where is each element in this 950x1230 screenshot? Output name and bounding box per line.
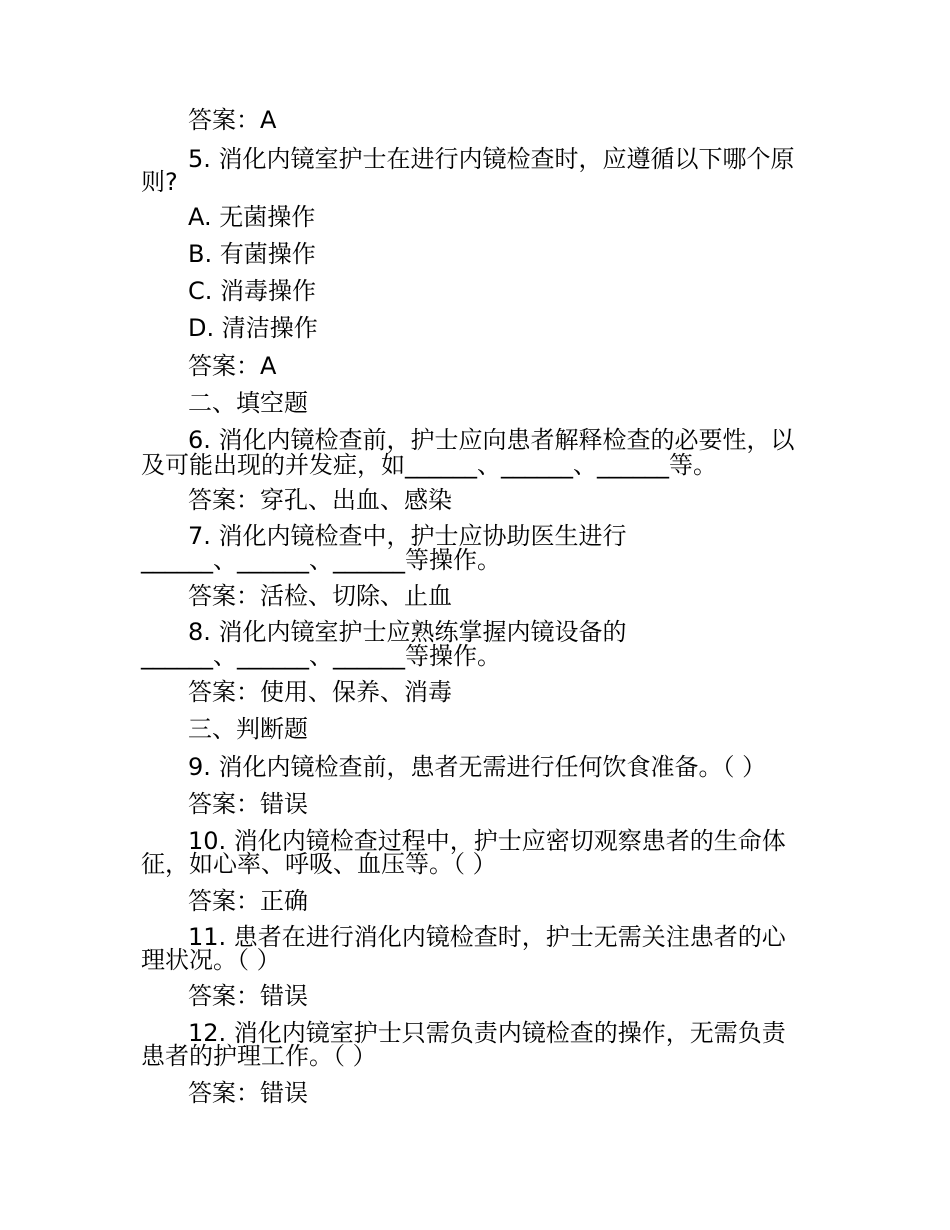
question-11-line-2: 理状况。（ ） (141, 946, 281, 974)
question-10-line-2: 征，如心率、呼吸、血压等。（ ） (141, 850, 497, 878)
question-9: 9. 消化内镜检查前，患者无需进行任何饮食准备。（ ） (188, 753, 767, 781)
option-a: A. 无菌操作 (188, 203, 316, 231)
question-11-line-1: 11. 患者在进行消化内镜检查时，护士无需关注患者的心 (188, 923, 786, 951)
answer-12: 答案：错误 (188, 1079, 308, 1107)
question-7-line-2: ______、______、______等操作。 (141, 546, 501, 574)
question-7-line-1: 7. 消化内镜检查中，护士应协助医生进行 (188, 522, 627, 550)
answer-5: 答案：A (188, 352, 277, 380)
option-c: C. 消毒操作 (188, 277, 317, 305)
question-6-line-1: 6. 消化内镜检查前，护士应向患者解释检查的必要性，以 (188, 426, 795, 454)
question-8-line-2: ______、______、______等操作。 (141, 642, 501, 670)
option-d: D. 清洁操作 (188, 314, 318, 342)
section-fill-blank-heading: 二、填空题 (188, 389, 308, 417)
question-6-line-2: 及可能出现的并发症，如______、______、______等。 (141, 451, 717, 479)
question-10-line-1: 10. 消化内镜检查过程中，护士应密切观察患者的生命体 (188, 827, 786, 855)
section-true-false-heading: 三、判断题 (188, 715, 308, 743)
question-12-line-1: 12. 消化内镜室护士只需负责内镜检查的操作，无需负责 (188, 1019, 786, 1047)
answer-9: 答案：错误 (188, 790, 308, 818)
question-5-line-2: 则? (141, 168, 178, 196)
answer-11: 答案：错误 (188, 982, 308, 1010)
answer-10: 答案：正确 (188, 887, 308, 915)
answer-7: 答案：活检、切除、止血 (188, 582, 452, 610)
answer-4: 答案：A (188, 106, 277, 134)
question-12-line-2: 患者的护理工作。（ ） (141, 1042, 377, 1070)
question-8-line-1: 8. 消化内镜室护士应熟练掌握内镜设备的 (188, 618, 627, 646)
answer-6: 答案：穿孔、出血、感染 (188, 486, 452, 514)
answer-8: 答案：使用、保养、消毒 (188, 678, 452, 706)
option-b: B. 有菌操作 (188, 240, 316, 268)
question-5-line-1: 5. 消化内镜室护士在进行内镜检查时，应遵循以下哪个原 (188, 145, 795, 173)
